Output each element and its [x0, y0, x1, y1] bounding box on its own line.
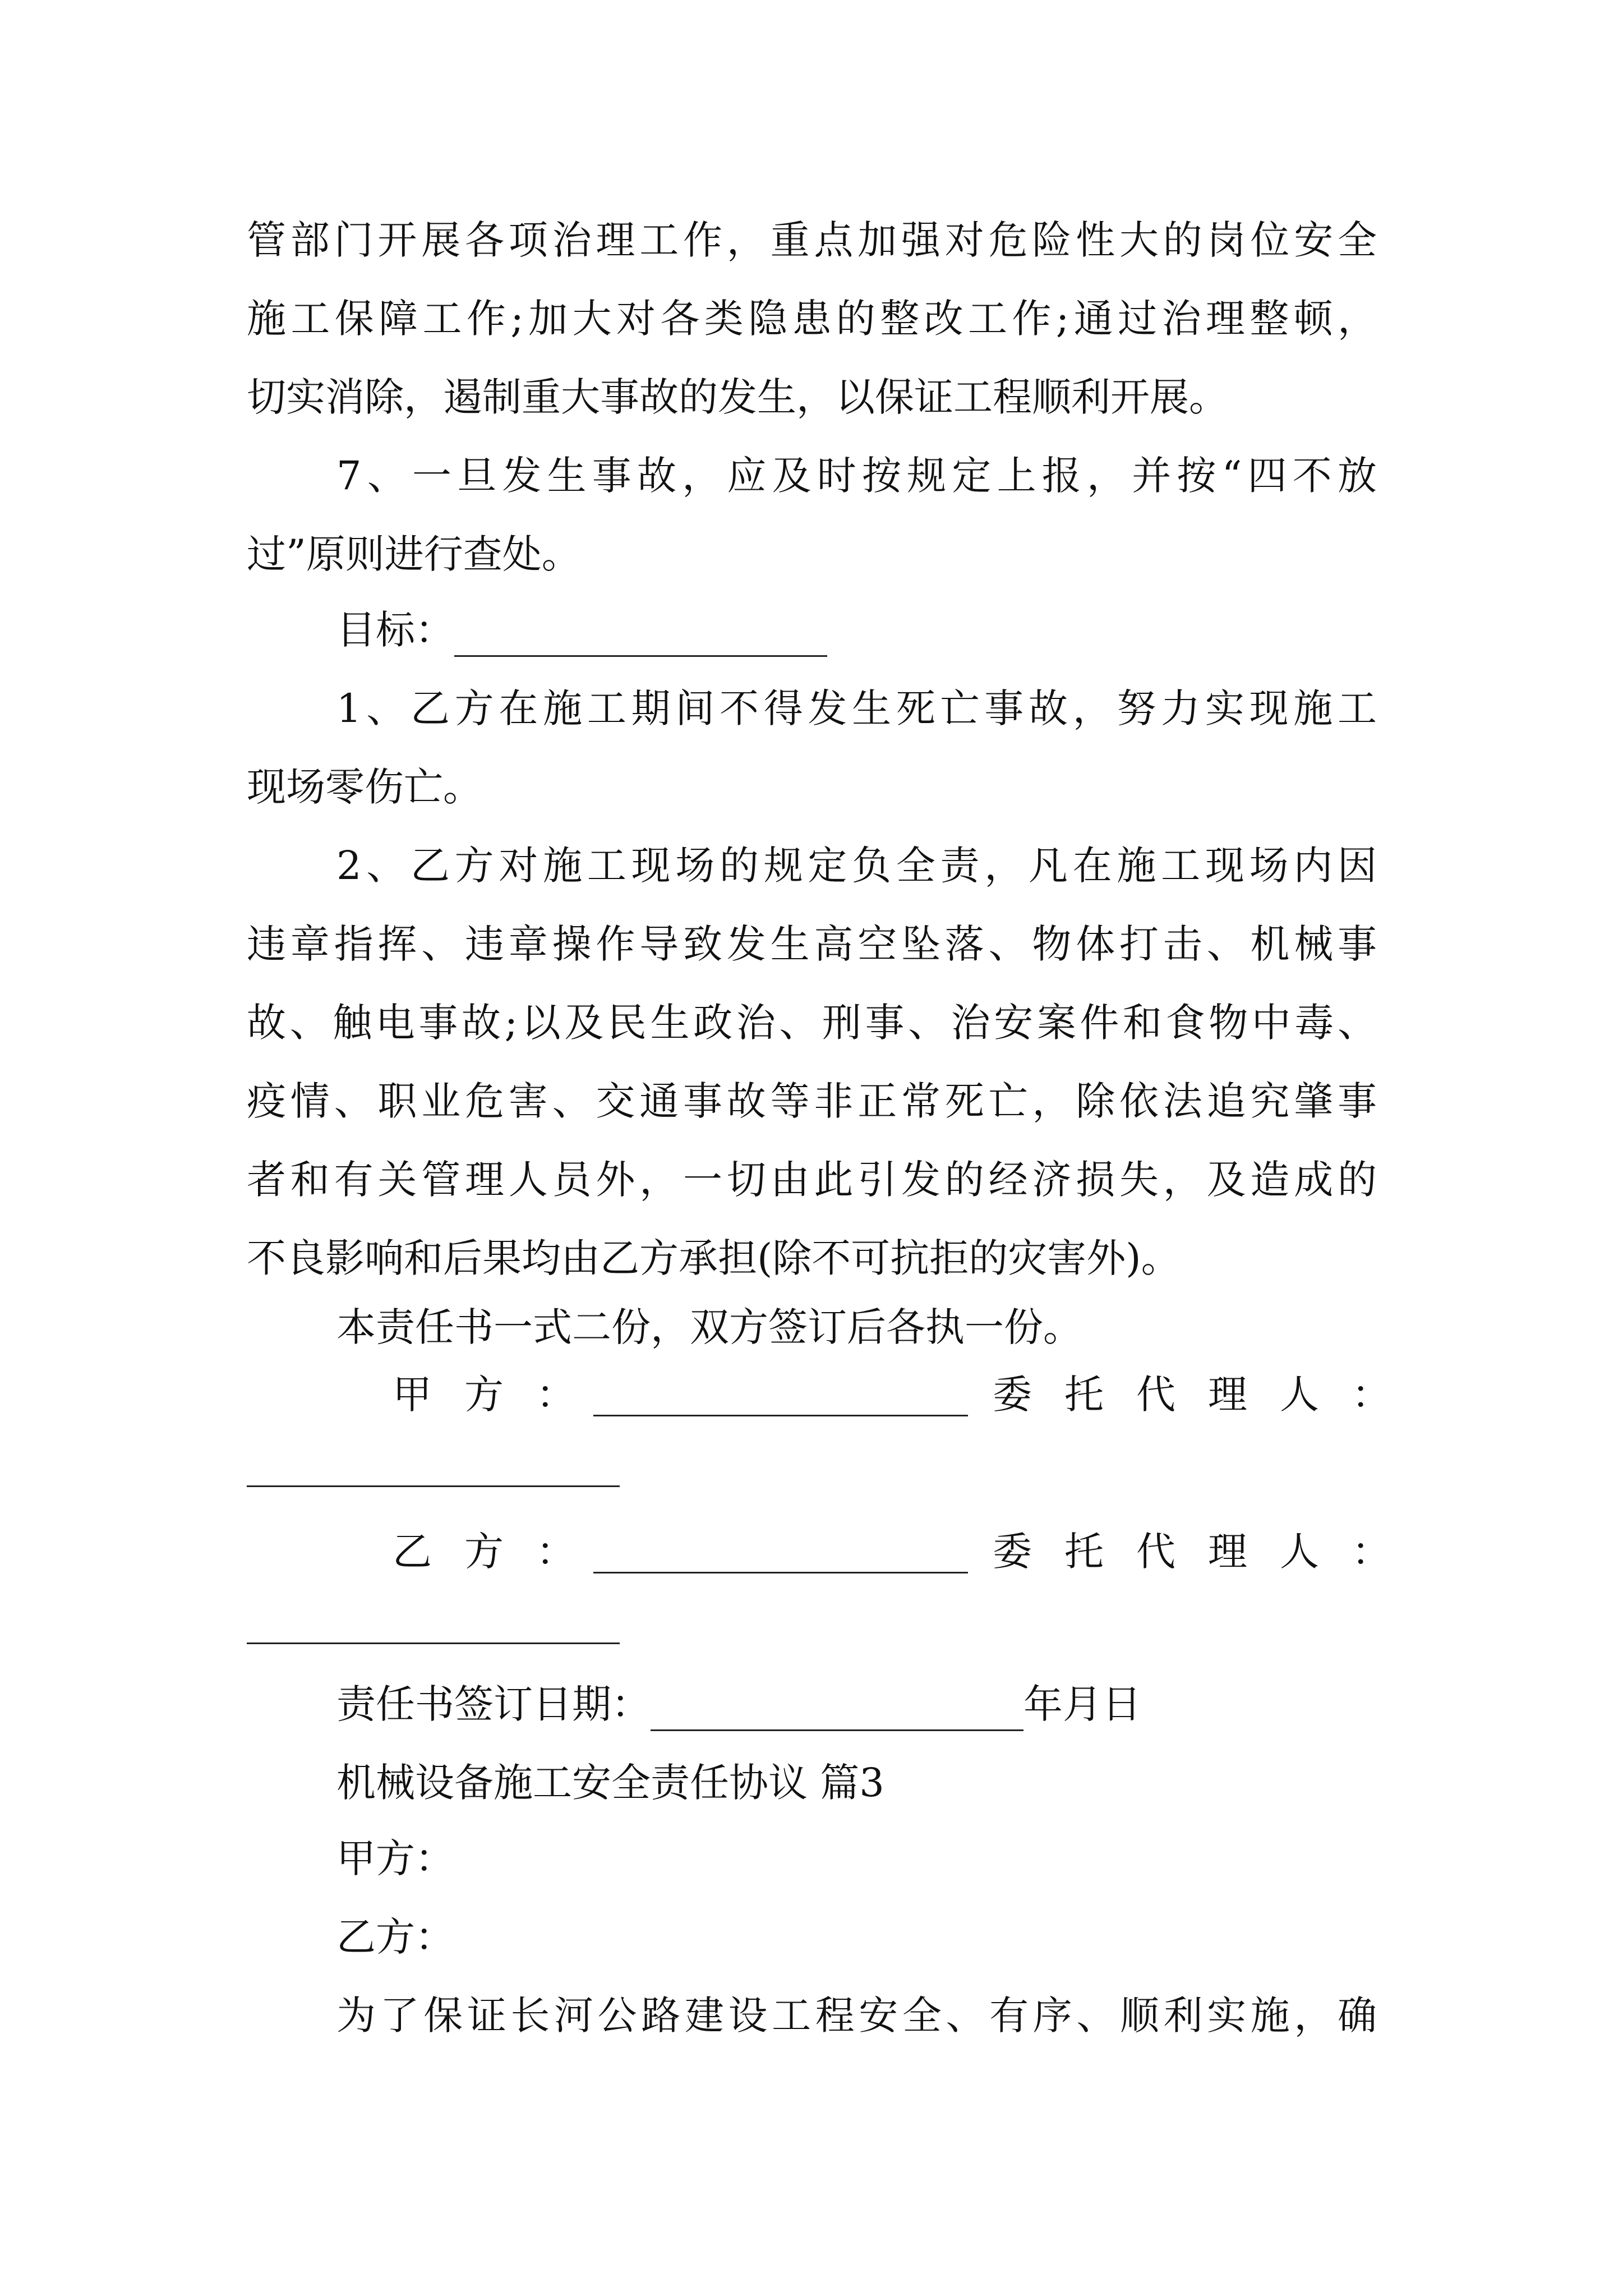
- next-party-b: 乙方：: [336, 1914, 454, 1960]
- party-a-agent-label: 委托代理人：: [993, 1372, 1423, 1418]
- sign-date-label: 责任书签订日期：: [336, 1681, 651, 1727]
- paragraph-line: 者和有关管理人员外，一切由此引发的经济损失，及造成的: [247, 1157, 1377, 1203]
- paragraph-line: 现场零伤亡。: [247, 764, 482, 810]
- sign-date-blank: [651, 1685, 1023, 1731]
- party-b-agent-row: [993, 1525, 1423, 1579]
- next-party-a: 甲方：: [336, 1835, 454, 1881]
- party-a-blank: [593, 1415, 968, 1416]
- paragraph-line: 2、乙方对施工现场的规定负全责，凡在施工现场内因: [336, 843, 1377, 889]
- paragraph-line: 1、乙方在施工期间不得发生死亡事故，努力实现施工: [336, 685, 1377, 731]
- party-b-row: [393, 1525, 608, 1579]
- paragraph-line: 管部门开展各项治理工作，重点加强对危险性大的岗位安全: [247, 217, 1377, 263]
- paragraph-line: 施工保障工作;加大对各类隐患的整改工作;通过治理整顿，: [247, 296, 1377, 342]
- paragraph-line: 不良影响和后果均由乙方承担(除不可抗拒的灾害外)。: [247, 1235, 1181, 1281]
- party-b-agent-blank: [247, 1642, 620, 1644]
- paragraph-line: 切实消除，遏制重大事故的发生，以保证工程顺利开展。: [247, 374, 1228, 420]
- target-blank: [454, 610, 827, 657]
- target-label: 目标：: [336, 607, 454, 653]
- party-b-label: 乙方：: [393, 1529, 608, 1575]
- section-title: 机械设备施工安全责任协议 篇3: [336, 1760, 884, 1806]
- party-a-agent-row: [993, 1368, 1423, 1421]
- paragraph-line: 7、一旦发生事故，应及时按规定上报，并按“四不放: [336, 453, 1377, 499]
- sign-date-row: [336, 1677, 1141, 1731]
- party-b-blank: [593, 1572, 968, 1573]
- next-intro: 为了保证长河公路建设工程安全、有序、顺利实施，确: [336, 1993, 1377, 2039]
- party-a-agent-blank: [247, 1485, 620, 1487]
- paragraph-line: 违章指挥、违章操作导致发生高空坠落、物体打击、机械事: [247, 921, 1377, 967]
- party-a-row: [393, 1368, 608, 1421]
- sign-date-suffix: 年月日: [1023, 1681, 1141, 1727]
- party-a-label: 甲方：: [393, 1372, 608, 1418]
- paragraph-line: 疫情、职业危害、交通事故等非正常死亡，除依法追究肇事: [247, 1078, 1377, 1124]
- paragraph-line: 本责任书一式二份，双方签订后各执一份。: [336, 1304, 1082, 1350]
- paragraph-line: 故、触电事故;以及民生政治、刑事、治安案件和食物中毒、: [247, 1000, 1377, 1046]
- target-row: [336, 603, 827, 657]
- paragraph-line: 过”原则进行查处。: [247, 531, 581, 577]
- party-b-agent-label: 委托代理人：: [993, 1529, 1423, 1575]
